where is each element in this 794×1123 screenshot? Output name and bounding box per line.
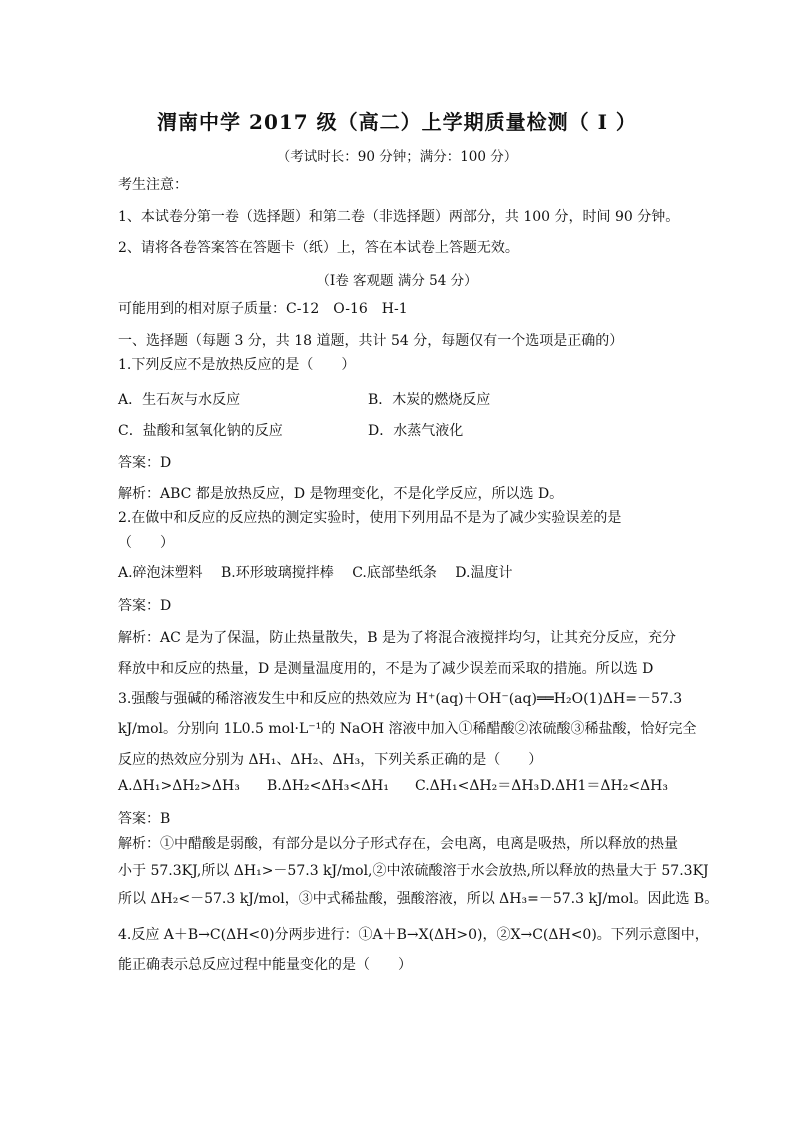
question-1-option-c: C．盐酸和氢氧化钠的反应 — [118, 423, 283, 439]
question-1-option-d: D．水蒸气液化 — [368, 423, 464, 439]
question-2-analysis: 解析：AC 是为了保温，防止热量散失，B 是为了将混合液搅拌均匀，让其充分反应，充分 — [118, 630, 677, 646]
question-3-option-a: A.ΔH₁>ΔH₂>ΔH₃ — [118, 778, 240, 794]
question-1-stem: 1.下列反应不是放热反应的是（ ） — [118, 357, 356, 373]
question-3-stem-cont: kJ/mol。分别向 1L0.5 mol·L⁻¹的 NaOH 溶液中加入①稀醋酸②浓硫酸③稀盐酸，恰好完全 — [118, 721, 697, 737]
question-3-option-b: B.ΔH₂<ΔH₃<ΔH₁ — [267, 778, 389, 794]
question-1-option-a: A．生石灰与水反应 — [118, 392, 241, 408]
notice-item: 2、请将各卷答案答在答题卡（纸）上，答在本试卷上答题无效。 — [118, 240, 519, 256]
page-title: 渭南中学 2017 级（高二）上学期质量检测（ Ⅰ ） — [157, 110, 637, 134]
notice-item: 1、本试卷分第一卷（选择题）和第二卷（非选择题）两部分，共 100 分，时间 90 分钟。 — [118, 209, 680, 225]
atomic-masses: 可能用到的相对原子质量：C-12 O-16 H-1 — [118, 301, 408, 317]
question-1-analysis: 解析：ABC 都是放热反应，D 是物理变化，不是化学反应，所以选 D。 — [118, 486, 564, 502]
question-3-stem-cont: 反应的热效应分别为 ΔH₁、ΔH₂、ΔH₃，下列关系正确的是（ ） — [118, 752, 543, 768]
question-2-stem: 2.在做中和反应的反应热的测定实验时，使用下列用品不是为了减少实验误差的是 — [118, 510, 622, 526]
question-3-answer: 答案：B — [118, 811, 171, 827]
part-heading: 一、选择题（每题 3 分，共 18 道题，共计 54 分，每题仅有一个选项是正确的） — [118, 333, 624, 349]
question-3-analysis: 解析：①中醋酸是弱酸，有部分是以分子形式存在，会电离，电离是吸热，所以释放的热量 — [118, 836, 678, 852]
question-2-answer: 答案：D — [118, 598, 172, 614]
question-3-option-d: D.ΔH1＝ΔH₂<ΔH₃ — [540, 778, 668, 794]
question-4-stem: 4.反应 A＋B→C(ΔH<0)分两步进行：①A＋B→X(ΔH>0)，②X→C(ΔH<0)。下列示意图中， — [118, 927, 709, 943]
question-3-stem: 3.强酸与强碱的稀溶液发生中和反应的热效应为 H⁺(aq)＋OH⁻(aq)══H₂O(1)ΔH=－57.3 — [118, 691, 683, 707]
notice-heading: 考生注意： — [118, 177, 188, 193]
question-2-options: A.碎泡沫塑料 B.环形玻璃搅拌棒 C.底部垫纸条 D.温度计 — [118, 565, 513, 581]
question-1-option-b: B．木炭的燃烧反应 — [368, 392, 491, 408]
question-3-analysis-cont: 小于 57.3KJ,所以 ΔH₁>－57.3 kJ/mol,②中浓硫酸溶于水会放热,所以释放的热量大于 57.3KJ — [118, 863, 709, 879]
exam-subtitle: （考试时长：90 分钟；满分：100 分） — [276, 149, 518, 165]
question-4-stem-cont: 能正确表示总反应过程中能量变化的是（ ） — [118, 957, 412, 973]
question-3-analysis-cont: 所以 ΔH₂<－57.3 kJ/mol，③中式稀盐酸，强酸溶液，所以 ΔH₃=－57.3 kJ/mol。因此选 B。 — [118, 891, 719, 907]
question-2-stem-cont: （ ） — [118, 535, 174, 551]
section-label: （Ⅰ卷 客观题 满分 54 分） — [316, 273, 478, 289]
question-3-option-c: C.ΔH₁<ΔH₂＝ΔH₃ — [415, 778, 540, 794]
question-1-answer: 答案：D — [118, 455, 172, 471]
question-2-analysis-cont: 释放中和反应的热量，D 是测量温度用的，不是为了减少误差而采取的措施。所以选 D — [118, 661, 654, 677]
